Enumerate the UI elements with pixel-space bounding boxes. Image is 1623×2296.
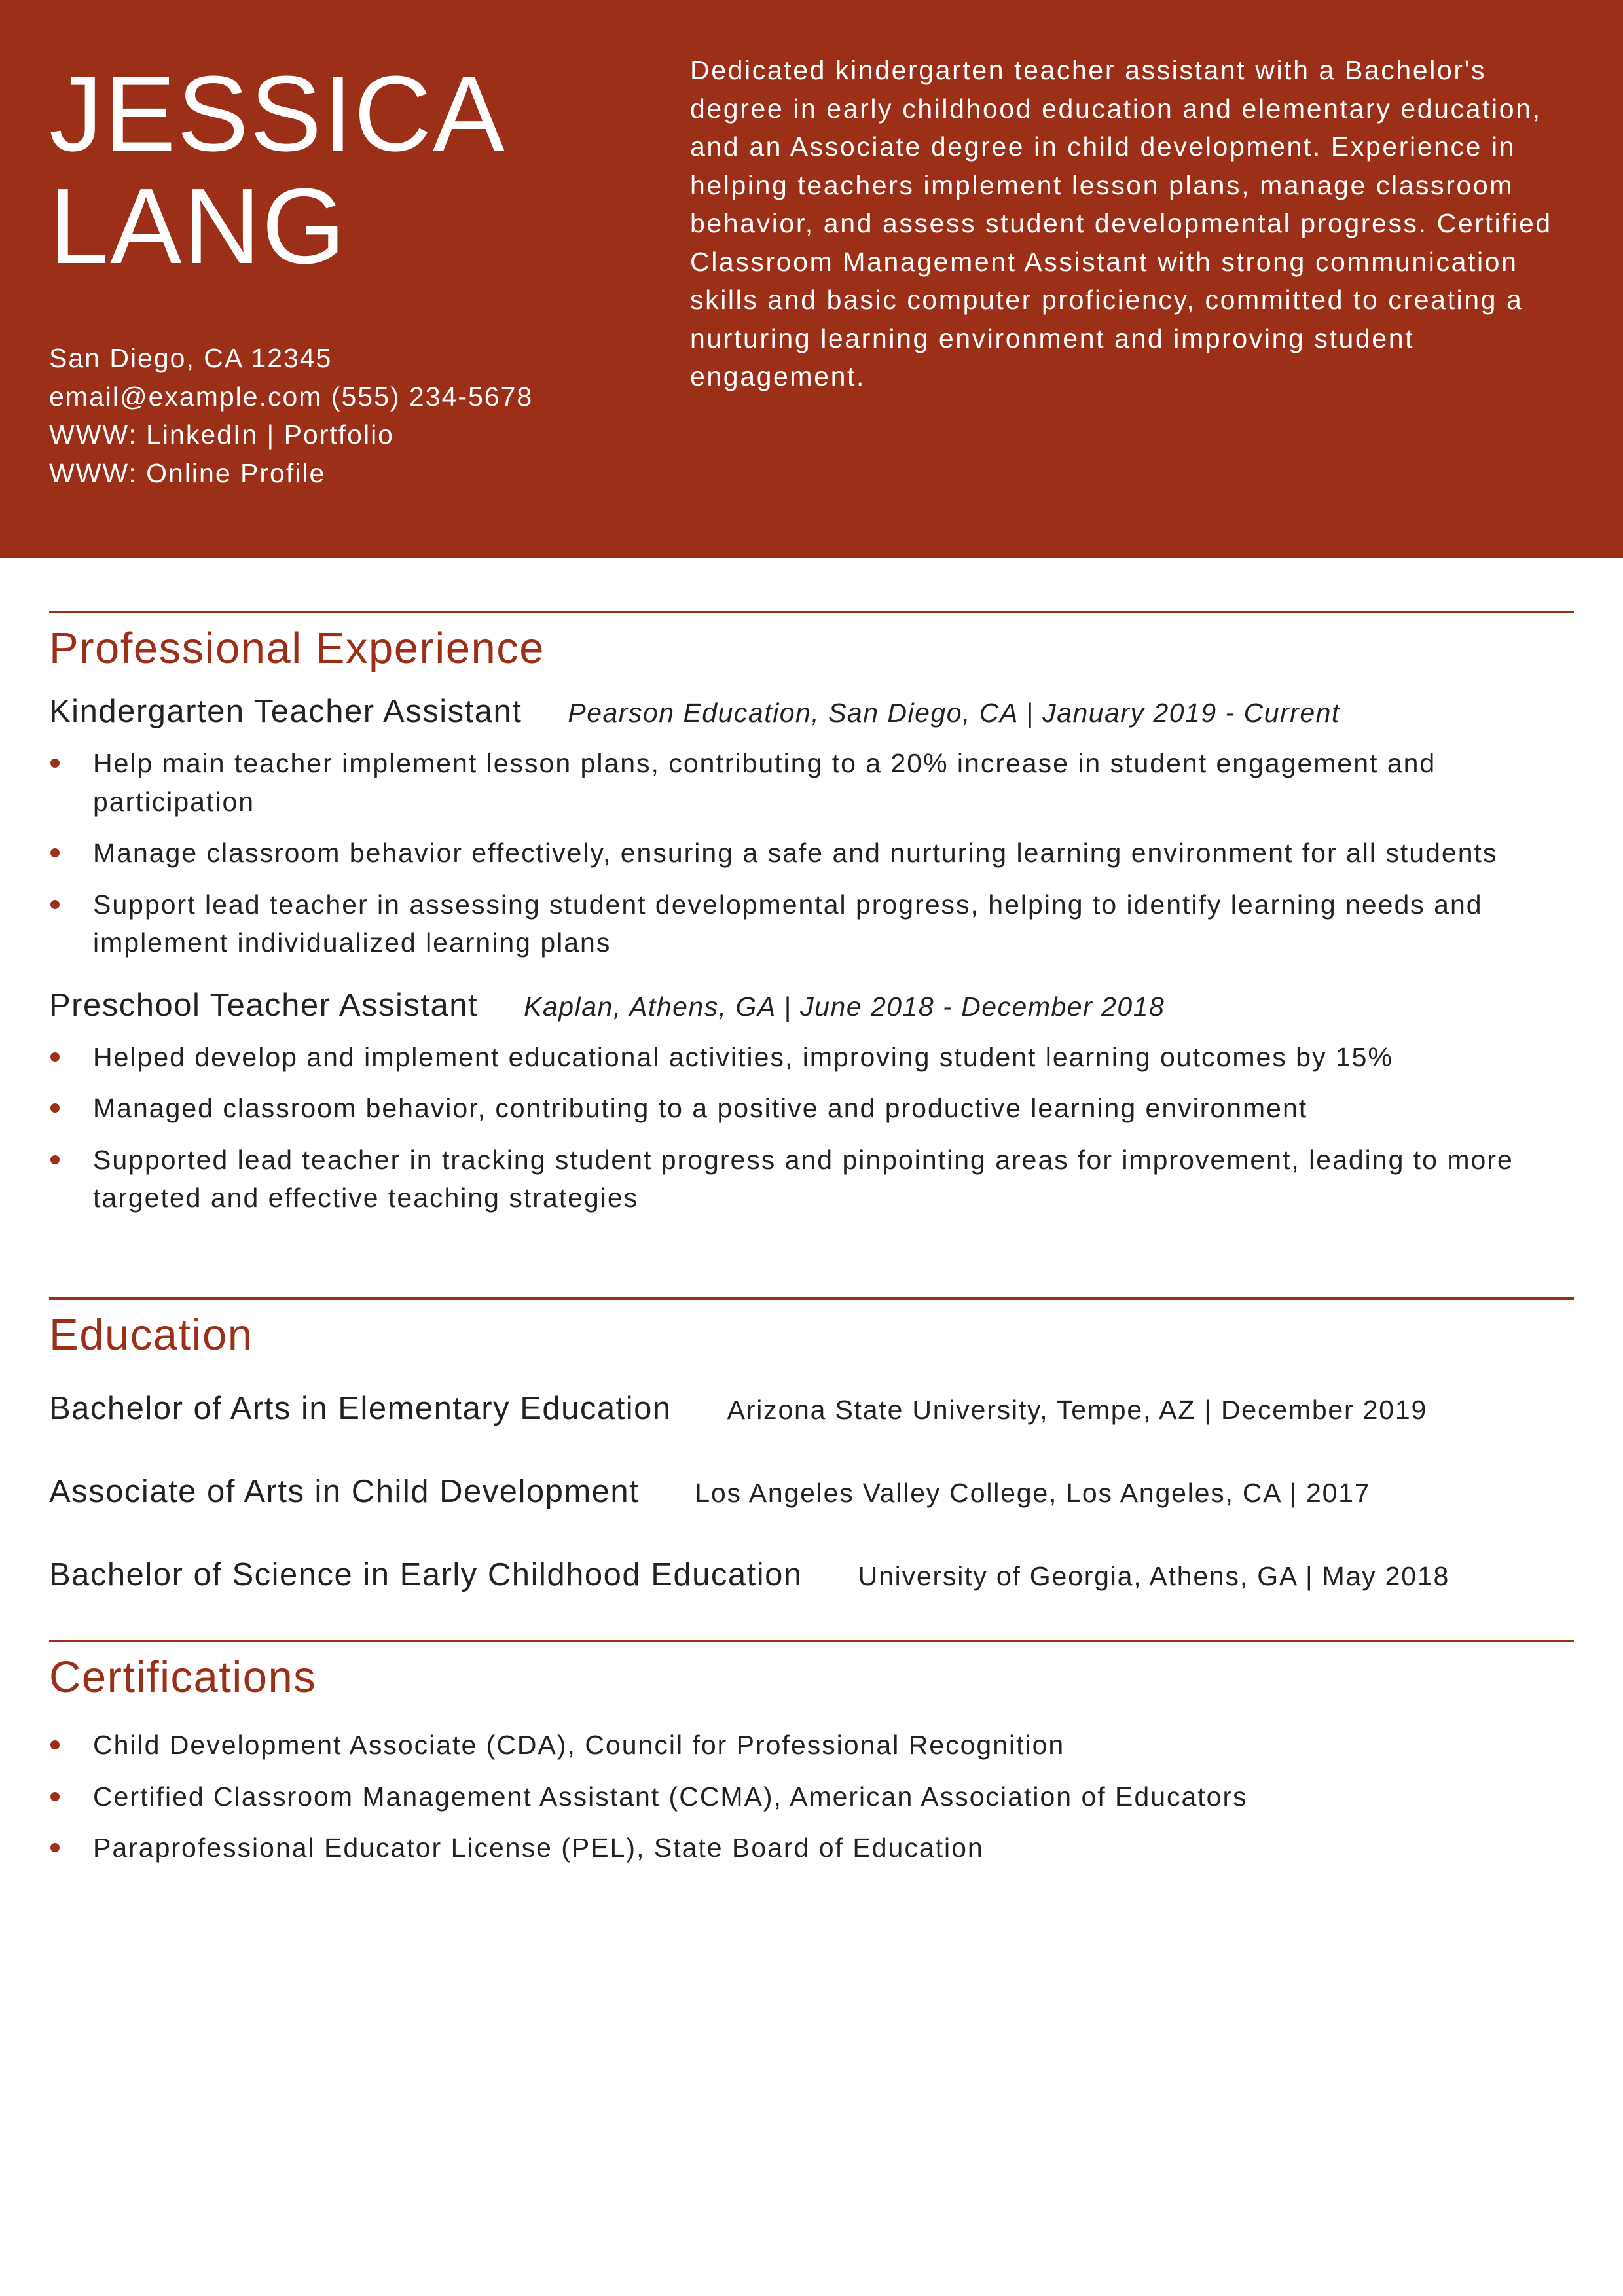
list-item xyxy=(49,1038,1574,1077)
education-item xyxy=(49,1389,1574,1429)
bullet-dot-icon xyxy=(50,1103,60,1113)
certification-text: Certified Classroom Management Assistant (CCMA), American Association of Educators xyxy=(93,1781,1248,1812)
contact-info xyxy=(49,339,533,492)
bullet-text: Managed classroom behavior, contributing to a positive and productive learning environment xyxy=(93,1093,1308,1123)
job-meta: Kaplan, Athens, GA | June 2018 - December 2018 xyxy=(524,991,1165,1022)
education-item xyxy=(49,1472,1574,1513)
list-item xyxy=(49,1726,1574,1765)
section-divider xyxy=(49,611,1574,613)
candidate-name xyxy=(49,54,506,286)
job-role: Preschool Teacher Assistant xyxy=(49,987,479,1023)
job-heading xyxy=(49,692,1574,732)
bullet-dot-icon xyxy=(50,759,60,768)
list-item xyxy=(49,886,1574,962)
bullet-dot-icon xyxy=(50,900,60,909)
list-item xyxy=(49,1089,1574,1128)
degree: Bachelor of Science in Early Childhood Education xyxy=(49,1557,803,1592)
job-bullets xyxy=(49,744,1574,962)
list-item xyxy=(49,744,1574,821)
address: San Diego, CA 12345 xyxy=(49,343,333,373)
section-divider xyxy=(49,1640,1574,1642)
certification-text: Paraprofessional Educator License (PEL), State Board of Education xyxy=(93,1833,984,1863)
bullet-dot-icon xyxy=(50,1155,60,1164)
section-divider xyxy=(49,1297,1574,1300)
web-links[interactable]: WWW: LinkedIn | Portfolio xyxy=(49,420,394,450)
bullet-dot-icon xyxy=(50,1052,60,1062)
bullet-text: Help main teacher implement lesson plans, contributing to a 20% increase in student engagement and participation xyxy=(93,748,1436,817)
section-title-certifications: Certifications xyxy=(49,1653,317,1702)
school-meta: Los Angeles Valley College, Los Angeles, CA | 2017 xyxy=(695,1478,1371,1508)
list-item xyxy=(49,1778,1574,1816)
bullet-dot-icon xyxy=(50,1740,60,1749)
list-item xyxy=(49,1141,1574,1217)
bullet-text: Supported lead teacher in tracking student progress and pinpointing areas for improvement, leading to more targeted and effective teaching strategies xyxy=(93,1144,1514,1213)
school-meta: Arizona State University, Tempe, AZ | December 2019 xyxy=(727,1395,1428,1425)
experience-section xyxy=(49,611,1574,1230)
list-item xyxy=(49,1829,1574,1867)
education-item xyxy=(49,1555,1574,1596)
email-phone[interactable]: email@example.com (555) 234-5678 xyxy=(49,381,534,412)
first-name: JESSICA xyxy=(49,54,506,173)
bullet-dot-icon xyxy=(50,1792,60,1801)
bullet-dot-icon xyxy=(50,848,60,857)
bullet-text: Manage classroom behavior effectively, ensuring a safe and nurturing learning environment for all students xyxy=(93,838,1498,868)
education-section xyxy=(49,1297,1574,1638)
professional-summary: Dedicated kindergarten teacher assistant with a Bachelor's degree in early childhood education and elementary education, and an Associate degree in child development. Experience in helping teachers implement lesson plans, manage classroom behavior, and assess student developmental progress. Certified Classroom Management Assistant with strong communication skills and basic computer proficiency, committed to creating a nurturing learning environment and improving student engagement. xyxy=(690,55,1552,391)
job-bullets xyxy=(49,1038,1574,1217)
section-title-education: Education xyxy=(49,1310,253,1359)
web-profile[interactable]: WWW: Online Profile xyxy=(49,457,326,488)
degree: Bachelor of Arts in Elementary Education xyxy=(49,1391,672,1426)
certification-list xyxy=(49,1726,1574,1867)
certification-text: Child Development Associate (CDA), Council for Professional Recognition xyxy=(93,1730,1065,1760)
list-item xyxy=(49,834,1574,872)
bullet-text: Helped develop and implement educational activities, improving student learning outcomes by 15% xyxy=(93,1041,1393,1072)
certifications-section xyxy=(49,1640,1574,1880)
job-heading xyxy=(49,986,1574,1026)
education-list xyxy=(49,1389,1574,1596)
bullet-dot-icon xyxy=(50,1843,60,1852)
job-meta: Pearson Education, San Diego, CA | January 2019 - Current xyxy=(568,698,1340,728)
header-banner xyxy=(0,0,1623,558)
degree: Associate of Arts in Child Development xyxy=(49,1474,640,1509)
job-role: Kindergarten Teacher Assistant xyxy=(49,694,522,729)
section-title-experience: Professional Experience xyxy=(49,624,545,673)
last-name: LANG xyxy=(49,166,347,286)
school-meta: University of Georgia, Athens, GA | May 2018 xyxy=(858,1561,1450,1591)
bullet-text: Support lead teacher in assessing student developmental progress, helping to identify learning needs and implement individualized learning plans xyxy=(93,889,1483,958)
